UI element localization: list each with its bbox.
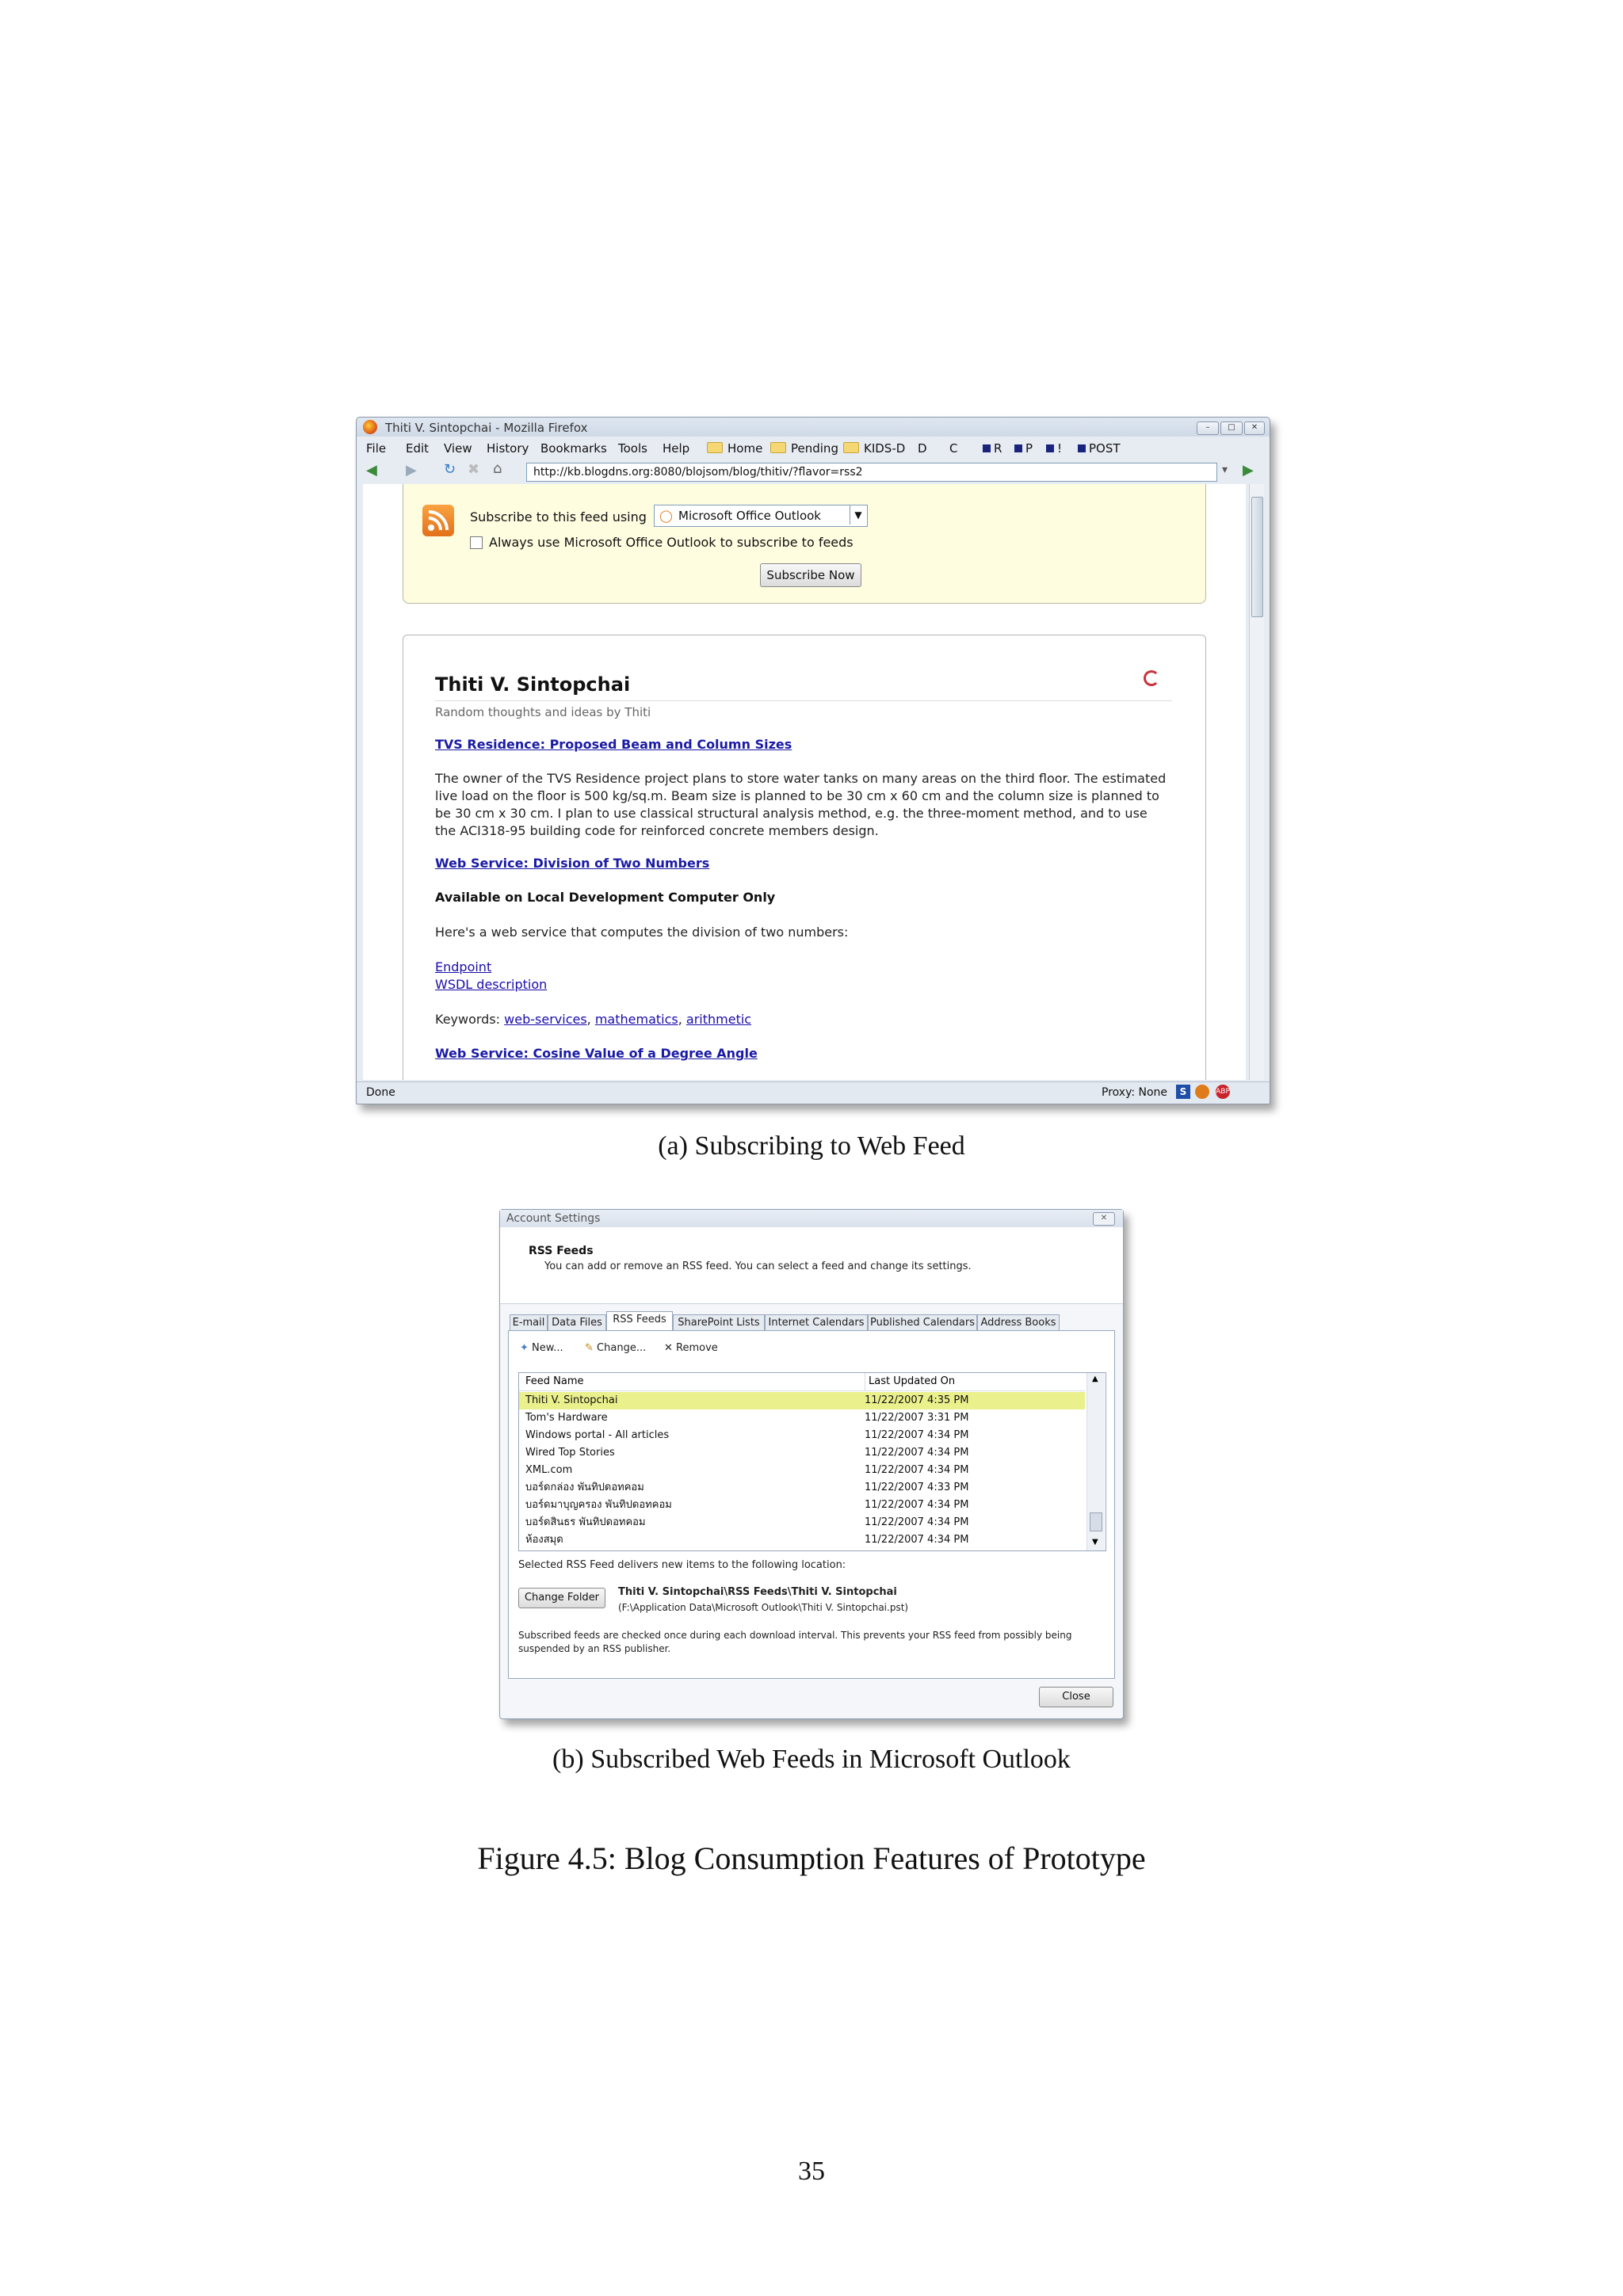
outlook-icon: ◯ bbox=[659, 509, 673, 523]
menu-edit[interactable]: Edit bbox=[406, 441, 430, 456]
vertical-scrollbar[interactable] bbox=[1249, 484, 1264, 1080]
feed-title: Thiti V. Sintopchai bbox=[435, 673, 631, 696]
stop-icon[interactable]: ✖ bbox=[468, 461, 480, 478]
last-updated-cell: 11/22/2007 4:34 PM bbox=[865, 1516, 969, 1528]
close-button[interactable]: Close bbox=[1039, 1687, 1113, 1707]
table-row[interactable] bbox=[519, 1462, 1085, 1479]
last-updated-cell: 11/22/2007 4:35 PM bbox=[865, 1394, 969, 1406]
post-title-link[interactable]: Web Service: Cosine Value of a Degree Angle bbox=[435, 1046, 758, 1061]
tab-address-books[interactable]: Address Books bbox=[977, 1314, 1060, 1331]
feed-logo-icon bbox=[1144, 670, 1159, 686]
menu-file[interactable]: File bbox=[366, 441, 387, 456]
status-bar bbox=[357, 1081, 1270, 1103]
last-updated-cell: 11/22/2007 4:33 PM bbox=[865, 1482, 969, 1493]
bookmark-icon bbox=[1078, 444, 1086, 452]
menu-tools[interactable]: Tools bbox=[618, 441, 647, 456]
bookmark-c[interactable]: C bbox=[949, 441, 958, 456]
figure-caption: Figure 4.5: Blog Consumption Features of Prototype bbox=[477, 1840, 1146, 1876]
tab-sharepoint-lists[interactable]: SharePoint Lists bbox=[673, 1314, 765, 1331]
folder-icon bbox=[707, 442, 723, 453]
url-bar[interactable]: http://kb.blogdns.org:8080/blojsom/blog/thitiv/?flavor=rss2 bbox=[526, 463, 1217, 482]
caption-b: (b) Subscribed Web Feeds in Microsoft Outlook bbox=[552, 1745, 1071, 1774]
table-row[interactable] bbox=[519, 1497, 1085, 1514]
addon-icon[interactable] bbox=[1195, 1085, 1209, 1099]
table-row[interactable] bbox=[519, 1409, 1085, 1427]
feed-name-cell: บอร์ดกล่อง พันทิปดอทคอม bbox=[525, 1482, 644, 1493]
menu-help[interactable]: Help bbox=[663, 441, 690, 456]
column-last-updated[interactable]: Last Updated On bbox=[865, 1373, 955, 1390]
rss-new-icon: ✦ bbox=[520, 1342, 529, 1354]
last-updated-cell: 11/22/2007 4:34 PM bbox=[865, 1499, 969, 1511]
bookmark-home[interactable]: Home bbox=[707, 441, 762, 456]
navigation-bar bbox=[357, 459, 1270, 482]
scroll-down-icon[interactable]: ▼ bbox=[1092, 1538, 1098, 1547]
firefox-window bbox=[356, 417, 1270, 1104]
feed-name-cell: บอร์ดมาบุญครอง พันทิปดอทคอม bbox=[525, 1499, 672, 1511]
folder-icon bbox=[843, 442, 859, 453]
edit-icon: ✎ bbox=[585, 1342, 594, 1354]
remove-button[interactable]: ✕ Remove bbox=[664, 1342, 718, 1354]
always-use-label: Always use Microsoft Office Outlook to subscribe to feeds bbox=[489, 535, 854, 550]
s-addon-icon[interactable]: S bbox=[1176, 1085, 1190, 1099]
feed-name-cell: ห้องสมุด bbox=[525, 1534, 563, 1546]
keyword-link[interactable]: mathematics bbox=[594, 1012, 678, 1027]
proxy-status: Proxy: None bbox=[1102, 1086, 1168, 1099]
dialog-description: You can add or remove an RSS feed. You can select a feed and change its settings. bbox=[544, 1261, 972, 1272]
keyword-link[interactable]: arithmetic bbox=[685, 1012, 752, 1027]
post-body: The owner of the TVS Residence project plans to store water tanks on many areas on the third floor. The estimated live load on the floor is 500 kg/sq.m. Beam size is planned to be 30 cm x 60 cm and the column size is planned to be 30 cm x 30 cm. I plan to use classical structural analysis method, e.g. the three-moment method, and to use the ACI318-95 building code for reinforced concrete members design. bbox=[435, 771, 1167, 838]
last-updated-cell: 11/22/2007 4:34 PM bbox=[865, 1464, 969, 1476]
bookmark-pending[interactable]: Pending bbox=[770, 441, 838, 456]
column-feed-name[interactable]: Feed Name bbox=[525, 1375, 584, 1387]
feed-name-cell: บอร์ดสินธร พันทิปดอทคอม bbox=[525, 1516, 646, 1528]
window-title: Thiti V. Sintopchai - Mozilla Firefox bbox=[385, 421, 588, 435]
pst-path: (F:\Application Data\Microsoft Outlook\Thiti V. Sintopchai.pst) bbox=[618, 1602, 909, 1613]
folder-path: Thiti V. Sintopchai\RSS Feeds\Thiti V. Sintopchai bbox=[618, 1586, 897, 1598]
note-text: Subscribed feeds are checked once during each download interval. This prevents your RSS feed from possibly being suspended by an RSS publisher. bbox=[518, 1630, 1072, 1654]
bookmark-exclaim[interactable]: ! bbox=[1046, 441, 1062, 456]
post-heading: Available on Local Development Computer Only bbox=[435, 890, 776, 905]
title-bar bbox=[357, 418, 1270, 437]
keyword-link[interactable]: web-services bbox=[504, 1012, 587, 1027]
feed-name-cell: Thiti V. Sintopchai bbox=[525, 1394, 618, 1406]
table-row[interactable] bbox=[519, 1392, 1085, 1409]
table-row[interactable] bbox=[519, 1444, 1085, 1462]
status-text: Done bbox=[366, 1086, 395, 1099]
last-updated-cell: 11/22/2007 4:34 PM bbox=[865, 1429, 969, 1441]
change-button[interactable]: ✎ Change... bbox=[585, 1342, 647, 1354]
chevron-down-icon: ▼ bbox=[850, 505, 866, 524]
endpoint-link[interactable]: Endpoint bbox=[435, 959, 492, 974]
subscribe-label: Subscribe to this feed using bbox=[470, 509, 647, 524]
caption-a: (a) Subscribing to Web Feed bbox=[658, 1131, 965, 1161]
table-row[interactable] bbox=[519, 1531, 1085, 1549]
location-label: Selected RSS Feed delivers new items to the following location: bbox=[518, 1559, 846, 1571]
tab-published-calendars[interactable]: Published Calendars bbox=[868, 1314, 977, 1331]
scroll-thumb[interactable] bbox=[1251, 497, 1263, 617]
post-title-link[interactable]: TVS Residence: Proposed Beam and Column Sizes bbox=[435, 737, 792, 752]
feed-reader-select[interactable]: ◯ Microsoft Office Outlook ▼ bbox=[654, 505, 868, 527]
table-row[interactable] bbox=[519, 1514, 1085, 1531]
feed-subtitle: Random thoughts and ideas by Thiti bbox=[435, 705, 651, 719]
subscribe-now-button[interactable]: Subscribe Now bbox=[760, 563, 861, 587]
bookmark-icon bbox=[1014, 444, 1022, 452]
close-button[interactable]: ✕ bbox=[1244, 421, 1265, 435]
bookmark-icon bbox=[1046, 444, 1054, 452]
new-button[interactable]: ✦ New... bbox=[520, 1342, 563, 1354]
list-scroll-thumb[interactable] bbox=[1090, 1512, 1102, 1531]
feed-name-cell: Tom's Hardware bbox=[525, 1412, 608, 1424]
post-body: Here's a web service that computes the division of two numbers: bbox=[435, 925, 849, 940]
firefox-logo-icon bbox=[363, 420, 377, 434]
menu-bar bbox=[357, 438, 1270, 459]
list-header bbox=[519, 1373, 1085, 1391]
minimize-button[interactable]: – bbox=[1197, 421, 1219, 435]
maximize-button[interactable]: □ bbox=[1220, 421, 1243, 435]
go-icon[interactable]: ▶ bbox=[1243, 462, 1254, 479]
home-icon[interactable]: ⌂ bbox=[493, 460, 502, 477]
always-use-checkbox[interactable] bbox=[470, 536, 483, 549]
menu-history[interactable]: History bbox=[487, 441, 529, 456]
table-row[interactable] bbox=[519, 1479, 1085, 1497]
tab-rss-feeds[interactable]: RSS Feeds bbox=[606, 1311, 673, 1331]
folder-icon bbox=[770, 442, 786, 453]
remove-icon: ✕ bbox=[664, 1342, 673, 1354]
dialog-title-bar bbox=[500, 1210, 1123, 1227]
feed-name-cell: XML.com bbox=[525, 1464, 573, 1476]
keywords-line: Keywords: web-services, mathematics, arithmetic bbox=[435, 1012, 752, 1027]
tab-email[interactable]: E-mail bbox=[510, 1314, 548, 1331]
keywords-label: Keywords: bbox=[435, 1012, 501, 1027]
feed-name-cell: Windows portal - All articles bbox=[525, 1429, 670, 1441]
feed-name-cell: Wired Top Stories bbox=[525, 1447, 615, 1459]
table-row[interactable] bbox=[519, 1427, 1085, 1444]
reload-icon[interactable]: ↻ bbox=[444, 461, 456, 478]
dialog-heading: RSS Feeds bbox=[529, 1245, 594, 1257]
last-updated-cell: 11/22/2007 4:34 PM bbox=[865, 1534, 969, 1546]
list-scrollbar[interactable] bbox=[1086, 1373, 1105, 1550]
subscribe-box bbox=[403, 484, 1206, 604]
forward-arrow-icon[interactable]: ▶ bbox=[406, 462, 417, 479]
post-title-link[interactable]: Web Service: Division of Two Numbers bbox=[435, 856, 710, 871]
menu-bookmarks[interactable]: Bookmarks bbox=[540, 441, 607, 456]
last-updated-cell: 11/22/2007 4:34 PM bbox=[865, 1447, 969, 1459]
dialog-header bbox=[500, 1227, 1123, 1304]
bookmark-post[interactable]: POST bbox=[1078, 441, 1121, 456]
last-updated-cell: 11/22/2007 3:31 PM bbox=[865, 1412, 969, 1424]
feed-list bbox=[518, 1372, 1106, 1551]
divider bbox=[435, 700, 1172, 701]
feed-rows bbox=[519, 1392, 1085, 1550]
bookmark-d[interactable]: D bbox=[918, 441, 927, 456]
page-content bbox=[363, 484, 1246, 1080]
wsdl-link[interactable]: WSDL description bbox=[435, 977, 548, 992]
menu-view[interactable]: View bbox=[444, 441, 472, 456]
dropdown-icon[interactable]: ▾ bbox=[1222, 463, 1228, 476]
account-settings-dialog bbox=[499, 1209, 1124, 1719]
dialog-title: Account Settings bbox=[506, 1212, 601, 1225]
bookmark-p[interactable]: P bbox=[1014, 441, 1033, 456]
bookmark-icon bbox=[983, 444, 991, 452]
close-icon[interactable]: ✕ bbox=[1093, 1212, 1115, 1226]
bookmark-kids-d[interactable]: KIDS-D bbox=[843, 441, 905, 456]
page-number: 35 bbox=[798, 2157, 825, 2186]
scroll-up-icon[interactable]: ▲ bbox=[1092, 1375, 1098, 1383]
bookmark-r[interactable]: R bbox=[983, 441, 1002, 456]
feed-content bbox=[403, 635, 1206, 1080]
adblock-icon[interactable]: ABP bbox=[1216, 1085, 1230, 1099]
tab-internet-calendars[interactable]: Internet Calendars bbox=[765, 1314, 868, 1331]
change-folder-button[interactable]: Change Folder bbox=[518, 1588, 605, 1608]
tab-data-files[interactable]: Data Files bbox=[548, 1314, 606, 1331]
rss-feeds-panel bbox=[508, 1330, 1115, 1679]
rss-feed-icon bbox=[422, 505, 454, 536]
back-arrow-icon[interactable]: ◀ bbox=[366, 462, 377, 479]
